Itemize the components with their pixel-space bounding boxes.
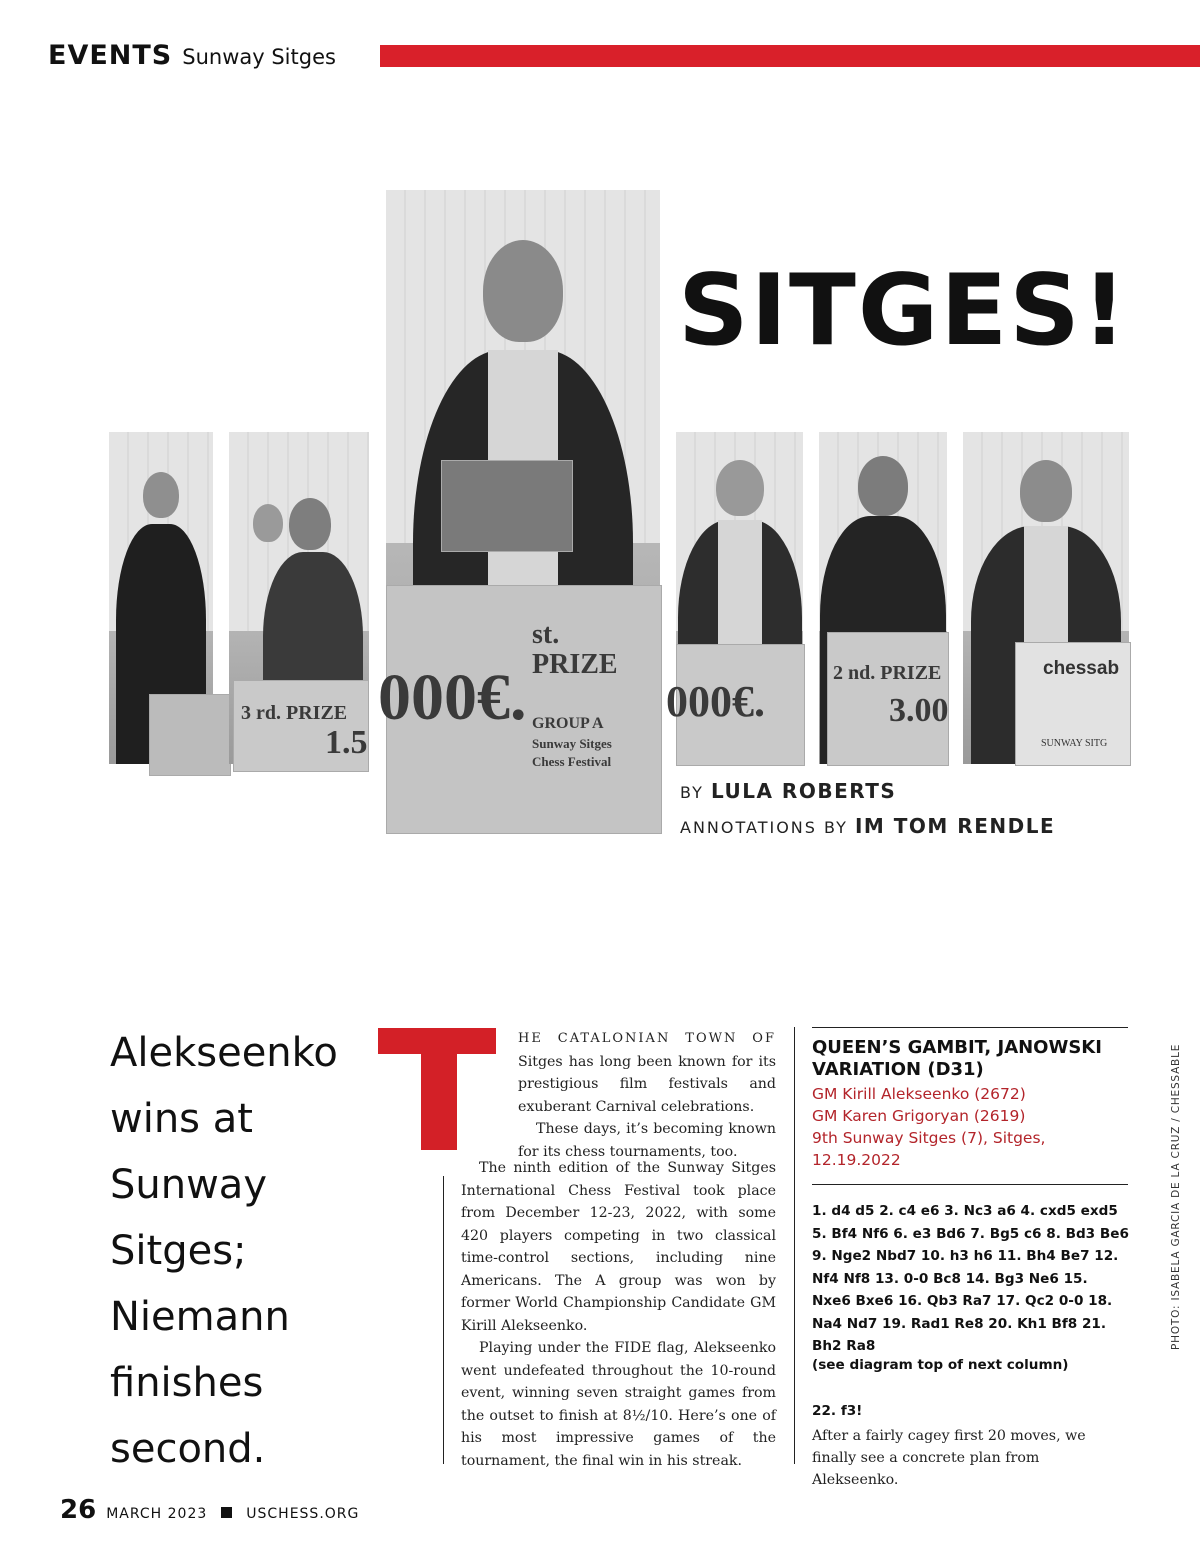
- first-prize-event2: Chess Festival: [532, 754, 612, 769]
- section-name: EVENTS: [48, 40, 173, 71]
- article-p3: The ninth edition of the Sunway Sitges International Chess Festival took place from December 12-23, 2022, with some 420 players competing in two classical time-control sections, including nine Americans. The A group was won by former World Championship Candidate GM Kirill Alekseenko.: [461, 1160, 776, 1334]
- byline: [680, 779, 896, 803]
- game-header: [812, 1037, 1130, 1171]
- page-number: 26: [60, 1495, 97, 1525]
- folio: [60, 1495, 359, 1525]
- article-lead-in: HE CATALONIAN TOWN OF: [518, 1031, 776, 1046]
- deck: Alekseenko wins at Sunway Sitges; Niemann finishes second.: [110, 1030, 338, 1472]
- first-prize-label: st. PRIZE: [532, 619, 618, 680]
- trophy: [441, 460, 573, 552]
- game-commentary: After a fairly cagey first 20 moves, we finally see a concrete plan from Alekseenko.: [812, 1428, 1086, 1488]
- first-prize-amount: 000€.: [378, 661, 527, 734]
- article-p1: Sitges has long been known for its prestigious film festivals and exuberant Carnival celebrations.: [518, 1053, 776, 1115]
- photo-left-2: [229, 432, 369, 764]
- first-prize-event: Sunway Sitges: [532, 736, 612, 751]
- move-22: 22. f3!: [812, 1403, 863, 1419]
- annotations-prefix: ANNOTATIONS BY: [680, 818, 848, 837]
- byline-prefix: BY: [680, 783, 704, 802]
- third-prize-label: 3 rd. PRIZE: [241, 702, 348, 724]
- column-rule-left: [443, 1176, 444, 1464]
- game-black: GM Karen Grigoryan (2619): [812, 1107, 1026, 1125]
- chess-king-card: [149, 694, 231, 776]
- first-prize-group: GROUP A: [532, 715, 604, 732]
- photo-right-1: [666, 432, 803, 764]
- annotator-name: IM TOM RENDLE: [854, 814, 1056, 838]
- game-moves: 1. d4 d5 2. c4 e6 3. Nc3 a6 4. cxd5 exd5 5. Bf4 Nf6 6. e3 Bd6 7. Bg5 c6 8. Bd3 Be6 9. Nge2 Nbd7 10. h3 h6 11. Bh4 Be7 12. Nf4 Nf8 13. 0-0 Bc8 14. Bg3 Ne6 15. Nxe6 Bxe6 16. Qb3 Ra7 17. Qc2 0-0 18. Na4 Nd7 19. Rad1 Re8 20. Kh1 Bf8 21. Bh2 Ra8: [812, 1203, 1129, 1354]
- headline: SITGES!: [678, 254, 1129, 368]
- dropcap: [378, 1028, 496, 1148]
- article-intro: [518, 1027, 776, 1163]
- folio-square-icon: [221, 1507, 232, 1518]
- photo-center-winner: [378, 190, 660, 832]
- article-main: [461, 1157, 776, 1472]
- header-rule: [380, 45, 1200, 67]
- game-event: 9th Sunway Sitges (7), Sitges, 12.19.2022: [812, 1129, 1046, 1169]
- sponsor-logo-text: chessab: [1043, 658, 1120, 679]
- photo-right-2: [819, 432, 947, 764]
- article-p4: Playing under the FIDE flag, Alekseenko went undefeated throughout the 10-round event, winning seven straight games from the outset to finish at 8½/10. Here’s one of his most impressive games of the tournament, the final win in his streak.: [461, 1340, 776, 1469]
- section-label: [48, 40, 336, 76]
- third-prize-amount: 1.5: [325, 724, 368, 761]
- annotations-credit: [680, 814, 1055, 838]
- photo-right-3: [963, 432, 1129, 764]
- first-prize-amount-alt: 000€.: [666, 677, 765, 726]
- photo-credit: PHOTO: ISABELA GARCIA DE LA CRUZ / CHESSABLE: [1170, 1043, 1182, 1350]
- sponsor-sub-text: SUNWAY SITG: [1041, 738, 1108, 749]
- issue-date: MARCH 2023: [106, 1506, 208, 1522]
- section-subtitle: Sunway Sitges: [182, 45, 336, 69]
- game-title: QUEEN’S GAMBIT, JANOWSKI VARIATION (D31): [812, 1037, 1102, 1080]
- article-p2: These days, it’s becoming known for its chess tournaments, too.: [518, 1121, 776, 1160]
- byline-author: LULA ROBERTS: [710, 779, 897, 803]
- second-prize-amount: 3.00: [889, 692, 949, 729]
- photo-left-1: [109, 432, 213, 764]
- game-rule: [812, 1184, 1128, 1185]
- column-rule-right: [794, 1027, 795, 1464]
- game-white: GM Kirill Alekseenko (2672): [812, 1085, 1026, 1103]
- site-url: USCHESS.ORG: [246, 1506, 360, 1522]
- diagram-note: (see diagram top of next column): [812, 1357, 1069, 1373]
- second-prize-label: 2 nd. PRIZE: [833, 662, 942, 684]
